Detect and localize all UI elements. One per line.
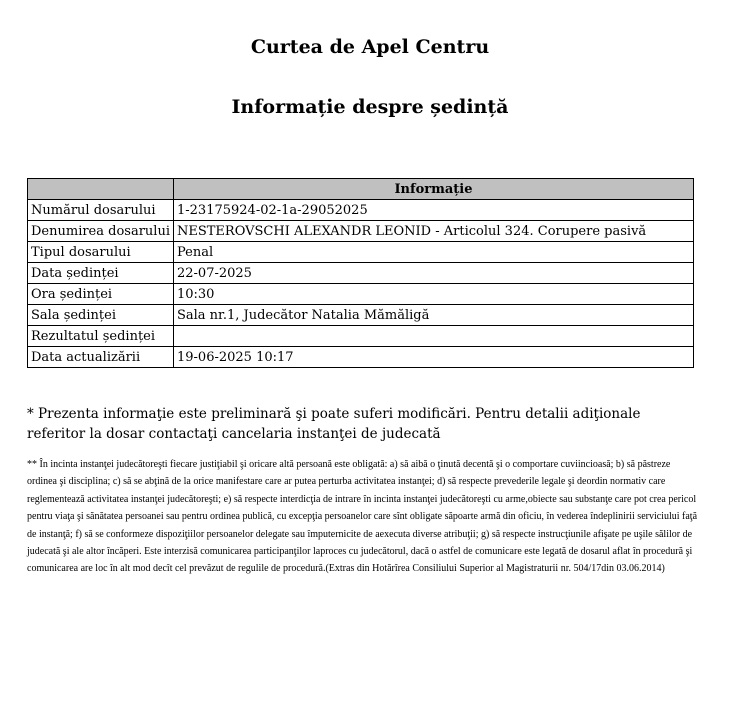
row-label-session-time: Ora ședinței (28, 284, 174, 305)
column-header-information: Informație (173, 179, 693, 200)
row-value-session-result (173, 326, 693, 347)
table-row (28, 263, 694, 284)
header-empty-cell (28, 179, 174, 200)
court-rules-note: ** În incinta instanţei judecătoreşti fiecare justiţiabil şi oricare altă persoană este obligată: a) să aibă o ţinută decentă şi o comportare cuviincioasă; b) să păstreze ordinea şi disciplina; c) să se abţină de la orice manifestare care ar putea perturba activitatea instanţei; d) să respecte prevederile legale şi deordin normativ care reglementează activitatea instanţei judecătoreşti; e) să respecte interdicţia de intrare în incinta instanţei judecătoreşti cu arme,obiecte sau substanţe care pot crea pericol pentru viaţa şi sănătatea persoanei sau pentru ordinea publică, cu excepţia persoanelor care sînt obligate săpoarte armă din oficiu, în vederea îndeplinirii serviciului faţă de instanţă; f) să se conformeze dispoziţiilor persoanelor delegate sau împuternicite de aexecuta diverse atribuţii; g) să respecte instrucţiunile afişate pe uşile sălilor de judecată şi ale altor încăperi. Este interzisă comunicarea participanţilor laproces cu judecătorul, dacă o astfel de comunicare este legată de dosarul aflat în procedură şi comunicarea are loc în alt mod decît cel prevăzut de regulile de procedură.(Extras din Hotărîrea Consiliului Superior al Magistraturii nr. 504/17din 03.06.2014) (27, 459, 698, 575)
court-name: Curtea de Apel Centru (250, 36, 490, 58)
row-label-case-name: Denumirea dosarului (28, 221, 174, 242)
row-label-case-type: Tipul dosarului (28, 242, 174, 263)
row-label-session-date: Data ședinței (28, 263, 174, 284)
row-value-case-number: 1-23175924-02-1a-29052025 (173, 200, 693, 221)
table-row (28, 305, 694, 326)
page-title: Informație despre ședință (231, 96, 509, 118)
row-value-session-room: Sala nr.1, Judecător Natalia Mămăligă (173, 305, 693, 326)
row-label-update-date: Data actualizării (28, 347, 174, 368)
session-info-table (27, 178, 694, 368)
row-value-case-type: Penal (173, 242, 693, 263)
preliminary-note: * Prezenta informaţie este preliminară şi poate suferi modificări. Pentru detalii adiţionale referitor la dosar contactaţi cancelaria instanţei de judecată (27, 406, 641, 442)
row-value-case-name: NESTEROVSCHI ALEXANDR LEONID - Articolul 324. Corupere pasivă (173, 221, 693, 242)
table-row (28, 284, 694, 305)
row-label-case-number: Numărul dosarului (28, 200, 174, 221)
row-value-session-time: 10:30 (173, 284, 693, 305)
table-header-row (28, 179, 694, 200)
row-value-session-date: 22-07-2025 (173, 263, 693, 284)
table-row (28, 347, 694, 368)
row-label-session-room: Sala ședinței (28, 305, 174, 326)
table-row (28, 326, 694, 347)
table-row (28, 221, 694, 242)
table-row (28, 200, 694, 221)
row-value-update-date: 19-06-2025 10:17 (173, 347, 693, 368)
row-label-session-result: Rezultatul ședinței (28, 326, 174, 347)
table-row (28, 242, 694, 263)
